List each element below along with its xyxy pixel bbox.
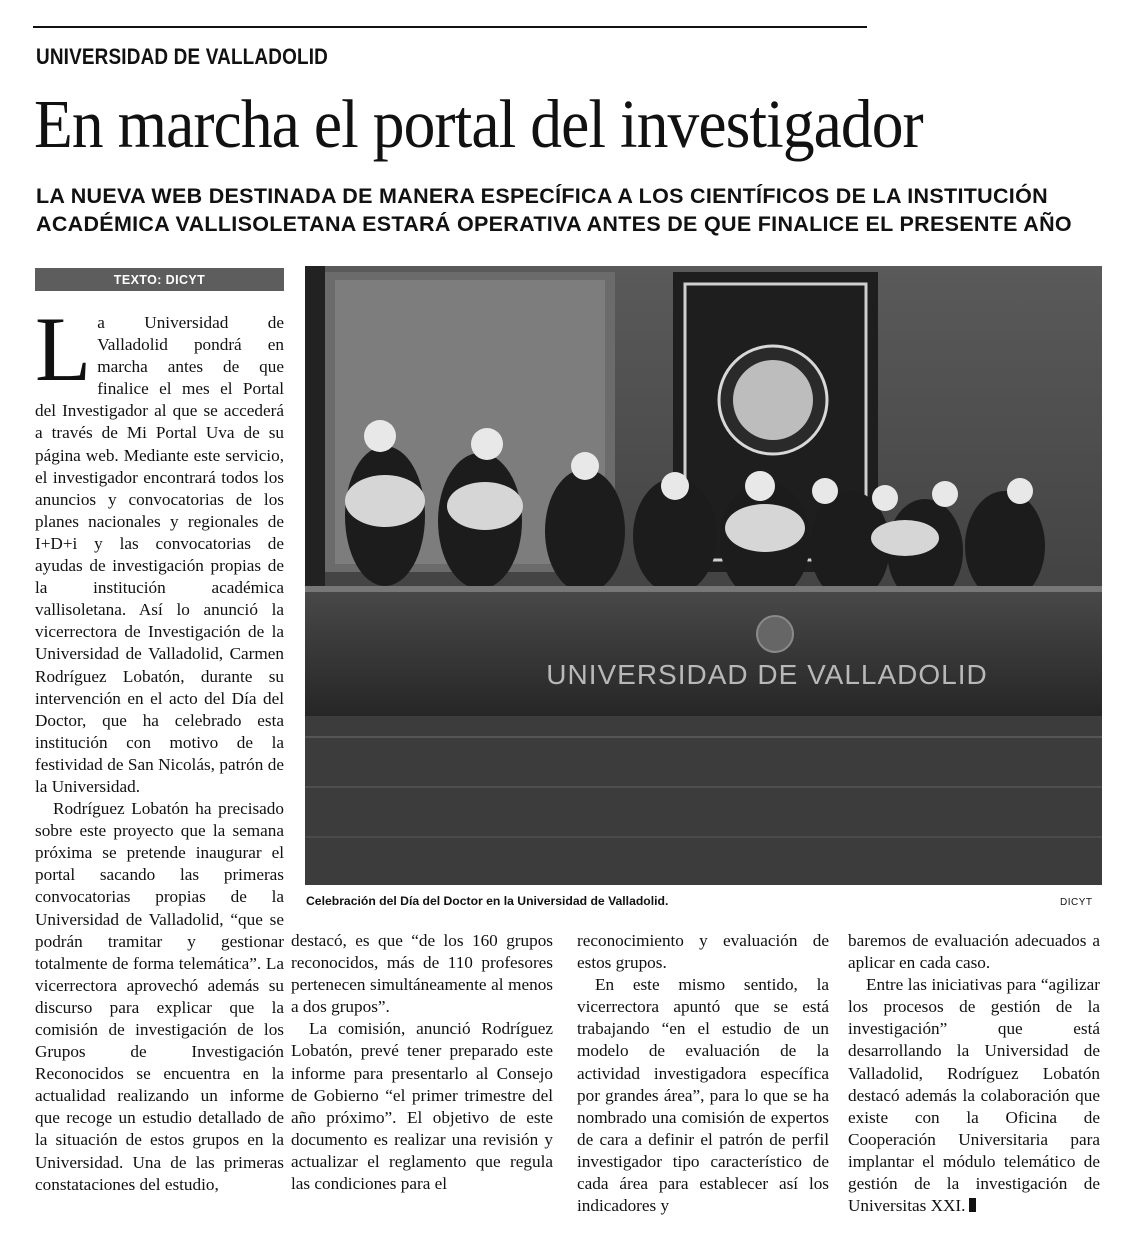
paragraph-text: Entre las iniciativas para “agilizar los procesos de gestión de la investigación” que está desarrollando la Universidad de Valladolid, Rodríguez Lobatón destacó además la colaboración que existe con la Oficina de Cooperación Universitaria para implantar el módulo telemático de gestión de la investigación de Universitas XXI. bbox=[848, 975, 1100, 1216]
desk-sign: UNIVERSIDAD DE VALLADOLID bbox=[546, 659, 988, 690]
column-3 bbox=[577, 930, 829, 1217]
drop-cap: L bbox=[35, 298, 92, 400]
paragraph: La comisión, anunció Rodríguez Lobatón, prevé tener preparado este informe para presentarlo al Consejo de Gobierno “el primer trimestre del año próximo”. El objetivo de este documento es realizar una revisión y actualizar el reglamento que regula las condiciones para el bbox=[291, 1019, 553, 1194]
deck-line-1: LA NUEVA WEB DESTINADA DE MANERA ESPECÍFICA A LOS CIENTÍFICOS DE LA INSTITUCIÓN bbox=[36, 184, 1048, 208]
paragraph: reconocimiento y evaluación de estos grupos. bbox=[577, 931, 829, 973]
paragraph bbox=[848, 974, 1100, 1217]
ceremony-photo bbox=[305, 266, 1102, 885]
paragraph-text: a Universidad de Valladolid pondrá en marcha antes de que finalice el mes el Portal del Investigador al que se accederá a través de Mi Portal Uva de su página web. Mediante este servicio, el investigador encontrará todos los anuncios y convocatorias de los planes nacionales y regionales de I+D+i y las convocatorias de ayudas de investigación propias de la institución académica vallisoletana. Así lo anunció la vicerrectora de Investigación de la Universidad de Valladolid, Carmen Rodríguez Lobatón, durante su intervención en el acto del Día del Doctor, que ha celebrado esta institución con motivo de la festividad de San Nicolás, patrón de la Universidad. bbox=[35, 313, 284, 796]
end-of-article-mark bbox=[969, 1198, 976, 1212]
deck-line-2: ACADÉMICA VALLISOLETANA ESTARÁ OPERATIVA ANTES DE QUE FINALICE EL PRESENTE AÑO bbox=[36, 212, 1072, 236]
column-1 bbox=[35, 298, 284, 1196]
section-label: UNIVERSIDAD DE VALLADOLID bbox=[36, 44, 328, 69]
byline: TEXTO: DICYT bbox=[35, 268, 284, 291]
photo-credit: DICYT bbox=[1060, 897, 1093, 908]
paragraph bbox=[35, 298, 284, 798]
paragraph: baremos de evaluación adecuados a aplicar en cada caso. bbox=[848, 931, 1100, 973]
paragraph: Rodríguez Lobatón ha precisado sobre este proyecto que la semana próxima se pretende inaugurar el portal sacando las primeras convocatorias propias de la Universidad de Valladolid, “que se podrán tramitar y gestionar totalmente de forma telemática”. La vicerrectora aprovechó además su discurso para explicar que la comisión de investigación de los Grupos de Investigación Reconocidos se encuentra en la actualidad realizando un informe que recoge un estudio detallado de la situación de estos grupos en la Universidad. Una de las primeras constataciones del estudio, bbox=[35, 799, 284, 1194]
article-photo bbox=[305, 266, 1102, 885]
headline: En marcha el portal del investigador bbox=[34, 86, 923, 162]
paragraph: destacó, es que “de los 160 grupos reconocidos, más de 110 profesores pertenecen simultáneamente al menos a dos grupos”. bbox=[291, 931, 553, 1017]
column-2 bbox=[291, 930, 553, 1195]
column-4 bbox=[848, 930, 1100, 1217]
photo-caption: Celebración del Día del Doctor en la Universidad de Valladolid. bbox=[306, 894, 669, 908]
top-rule bbox=[33, 26, 867, 28]
deck bbox=[36, 182, 1076, 238]
paragraph: En este mismo sentido, la vicerrectora apuntó que se está trabajando “en el estudio de un modelo de evaluación de la actividad investigadora específica por grandes área”, para lo que se ha nombrado una comisión de expertos de cara a definir el patrón de perfil investigador tipo característico de cada área para establecer así los indicadores y bbox=[577, 975, 829, 1216]
